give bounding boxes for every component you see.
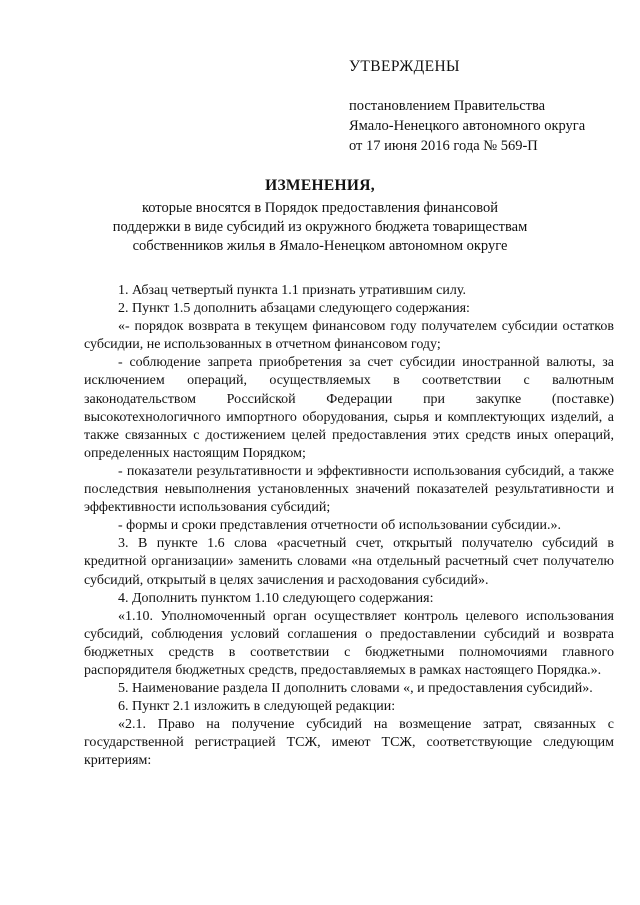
document-subtitle xyxy=(60,199,580,256)
paragraph-item-1: 1. Абзац четвертый пункта 1.1 признать утратившим силу. xyxy=(118,283,466,298)
paragraph-item-4: 4. Дополнить пунктом 1.10 следующего содержания: xyxy=(118,590,434,606)
approval-title: УТВЕРЖДЕНЫ xyxy=(349,58,460,75)
paragraph-return-procedure: «- порядок возврата в текущем финансовом году получателем субсидии остатков субсидии, не использованных в отчетном финансовом году; xyxy=(84,319,614,353)
approval-line-decree: постановлением Правительства xyxy=(349,98,546,114)
document-body xyxy=(84,282,614,771)
paragraph-item-3: 3. В пункте 1.6 слова «расчетный счет, открытый получателю субсидий в кредитной организации» заменить словами «на отдельный расчетный счет получателю субсидий, открытый в целях зачисления и расходования субсидий». xyxy=(84,536,614,588)
paragraph-reporting-forms: - формы и сроки представления отчетности об использовании субсидии.». xyxy=(118,518,562,534)
approval-line-date: от 17 июня 2016 года № 569-П xyxy=(349,138,538,154)
paragraph-item-2: 2. Пункт 1.5 дополнить абзацами следующего содержания: xyxy=(118,301,470,317)
paragraph-item-6: 6. Пункт 2.1 изложить в следующей редакции: xyxy=(118,699,396,715)
paragraph-clause-1-10: «1.10. Уполномоченный орган осуществляет контроль целевого использования субсидий, соблюдения условий соглашения о предоставлении субсидий и возврата бюджетных средств в соответствии с бюджетными полномочиями главного распорядителя бюджетных средств, предоставляемых в рамках настоящего Порядка.». xyxy=(84,608,614,678)
subtitle-line: поддержки в виде субсидий из окружного бюджета товариществам xyxy=(112,219,528,235)
paragraph-performance-indicators: - показатели результативности и эффективности использования субсидий, а также последствия невыполнения установленных значений показателей результативности и эффективности использования субсидий; xyxy=(84,463,614,516)
paragraph-clause-2-1: «2.1. Право на получение субсидий на возмещение затрат, связанных с государственной регистрацией ТСЖ, имеют ТСЖ, соответствующие следующим критериям: xyxy=(84,717,614,769)
paragraph-item-5: 5. Наименование раздела II дополнить словами «, и предоставления субсидий». xyxy=(118,681,593,697)
subtitle-line: собственников жилья в Ямало-Ненецком автономном округе xyxy=(132,238,508,254)
paragraph-currency-ban: - соблюдение запрета приобретения за счет субсидии иностранной валюты, за исключением операций, осуществляемых в соответствии с валютным законодательством Российской Федерации при закупке (поставке) высокотехнологичного импортного оборудования, сырья и комплектующих изделий, а также связанных с достижением целей предоставления этих средств иных операций, определенных настоящим Порядком; xyxy=(84,355,614,461)
approval-line-region: Ямало-Ненецкого автономного округа xyxy=(349,118,586,134)
document-title: ИЗМЕНЕНИЯ, xyxy=(265,177,375,194)
approval-block xyxy=(349,58,619,156)
subtitle-line: которые вносятся в Порядок предоставления финансовой xyxy=(141,200,499,216)
